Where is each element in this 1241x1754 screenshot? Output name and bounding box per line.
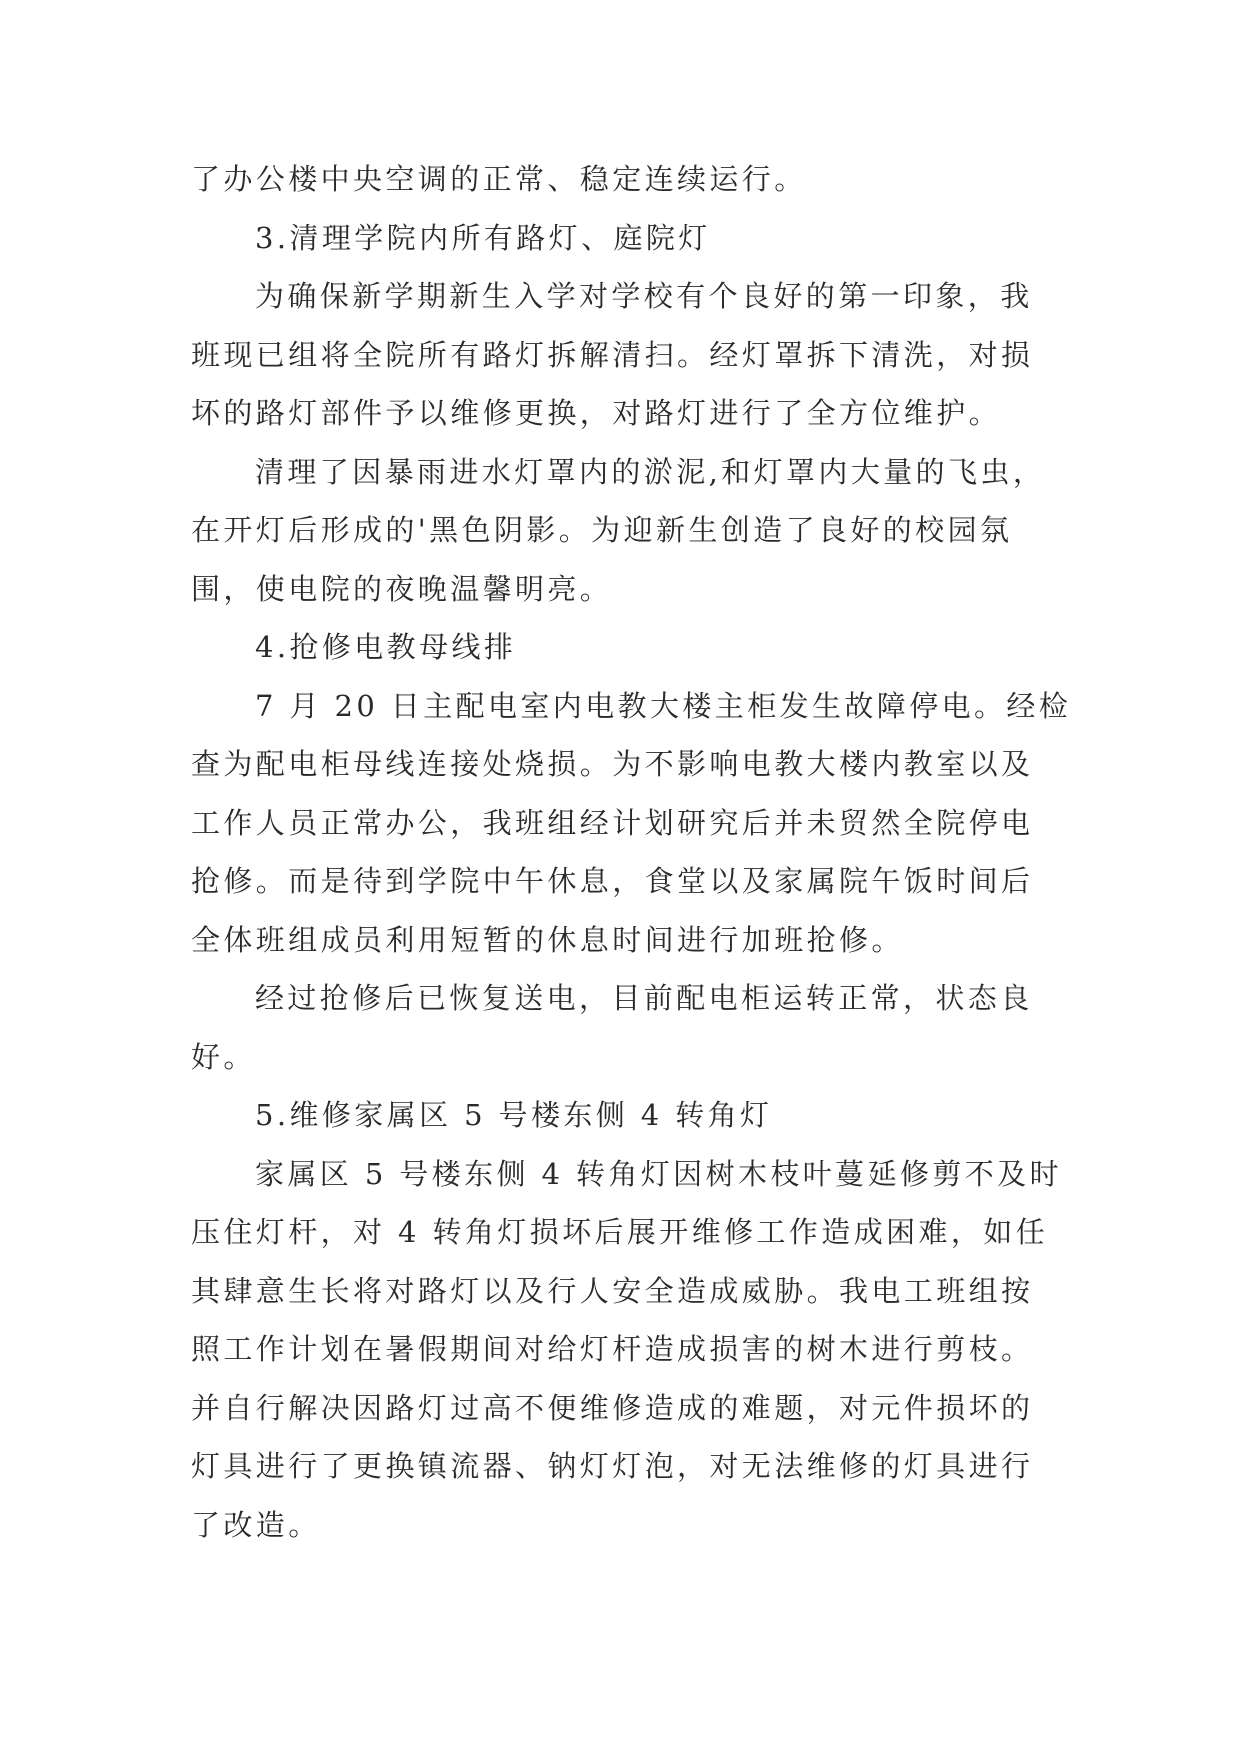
text-line: 全体班组成员利用短暂的休息时间进行加班抢修。 (191, 922, 904, 957)
section-heading: 3.清理学院内所有路灯、庭院灯 (255, 220, 711, 255)
text-line: 抢修。而是待到学院中午休息，食堂以及家属院午饭时间后 (191, 864, 1034, 898)
document-body (191, 150, 1072, 1554)
text-line: 了改造。 (191, 1507, 321, 1542)
text-line: 围，使电院的夜晚温馨明亮。 (191, 571, 613, 606)
text-line: 7 月 20 日主配电室内电教大楼主柜发生故障停电。经检 (255, 688, 1072, 723)
text-line: 工作人员正常办公，我班组经计划研究后并未贸然全院停电 (191, 805, 1034, 840)
text-line: 在开灯后形成的'黑色阴影。为迎新生创造了良好的校园氛 (191, 513, 1013, 547)
text-line: 查为配电柜母线连接处烧损。为不影响电教大楼内教室以及 (191, 747, 1034, 781)
text-line: 为确保新学期新生入学对学校有个良好的第一印象，我 (255, 279, 1033, 313)
text-line: 家属区 5 号楼东侧 4 转角灯因树木枝叶蔓延修剪不及时 (255, 1156, 1062, 1191)
text-line: 清理了因暴雨进水灯罩内的淤泥,和灯罩内大量的飞虫， (255, 454, 1046, 489)
text-line: 坏的路灯部件予以维修更换，对路灯进行了全方位维护。 (191, 396, 1002, 430)
text-line: 并自行解决因路灯过高不便维修造成的难题，对元件损坏的 (191, 1390, 1034, 1425)
text-line: 班现已组将全院所有路灯拆解清扫。经灯罩拆下清洗，对损 (191, 337, 1034, 372)
text-line: 经过抢修后已恢复送电，目前配电柜运转正常，状态良 (255, 981, 1033, 1015)
section-heading: 4.抢修电教母线排 (255, 630, 517, 664)
section-heading: 5.维修家属区 5 号楼东侧 4 转角灯 (255, 1098, 773, 1132)
text-line: 了办公楼中央空调的正常、稳定连续运行。 (191, 162, 807, 196)
text-line: 灯具进行了更换镇流器、钠灯灯泡，对无法维修的灯具进行 (191, 1449, 1034, 1483)
text-line: 压住灯杆，对 4 转角灯损坏后展开维修工作造成困难，如任 (191, 1215, 1049, 1249)
text-line: 好。 (191, 1039, 256, 1074)
text-line: 其肆意生长将对路灯以及行人安全造成威胁。我电工班组按 (191, 1273, 1034, 1308)
text-line: 照工作计划在暑假期间对给灯杆造成损害的树木进行剪枝。 (191, 1332, 1034, 1366)
